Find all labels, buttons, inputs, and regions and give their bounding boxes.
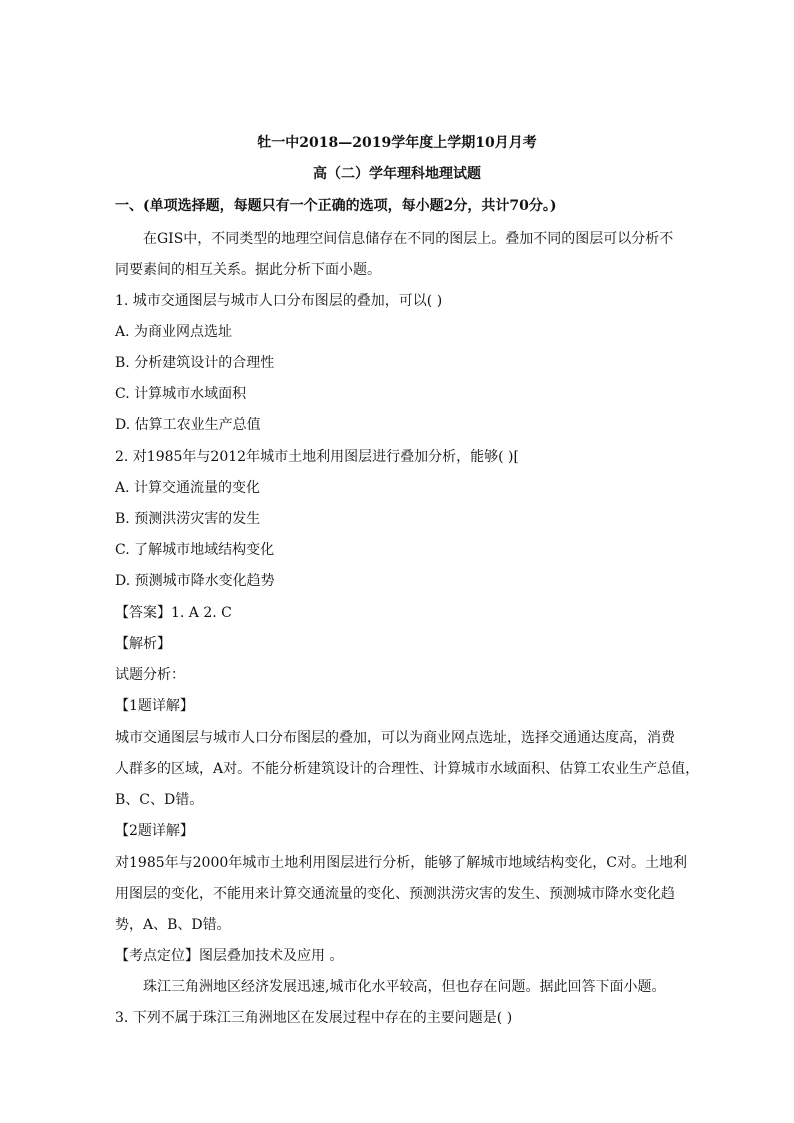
question-1-stem: 1. 城市交通图层与城市人口分布图层的叠加，可以( ) bbox=[115, 293, 443, 309]
detail-1-line-2: 人群多的区域，A对。不能分析建筑设计的合理性、计算城市水域面积、估算工农业生产总值， bbox=[115, 761, 700, 777]
answer-line: 【答案】1. A 2. C bbox=[115, 605, 232, 621]
detail-2-line-2: 用图层的变化，不能用来计算交通流量的变化、预测洪涝灾害的发生、预测城市降水变化趋 bbox=[115, 886, 675, 902]
analysis-intro: 试题分析： bbox=[115, 667, 185, 683]
intro-line-2: 同要素间的相互关系。据此分析下面小题。 bbox=[115, 262, 381, 278]
exam-title: 牡一中2018—2019学年度上学期10月月考 bbox=[257, 135, 537, 151]
question-2-option-c: C. 了解城市地域结构变化 bbox=[115, 542, 275, 558]
intro-2: 珠江三角洲地区经济发展迅速,城市化水平较高，但也存在问题。据此回答下面小题。 bbox=[143, 979, 666, 995]
question-1-option-b: B. 分析建筑设计的合理性 bbox=[115, 355, 275, 371]
question-2-option-d: D. 预测城市降水变化趋势 bbox=[115, 573, 275, 589]
question-3-stem: 3. 下列不属于珠江三角洲地区在发展过程中存在的主要问题是( ) bbox=[115, 1010, 513, 1026]
detail-2-line-3: 势，A、B、D错。 bbox=[115, 917, 231, 933]
exam-subtitle: 高（二）学年理科地理试题 bbox=[313, 166, 481, 182]
detail-1-label: 【1题详解】 bbox=[115, 698, 194, 714]
analysis-label: 【解析】 bbox=[115, 636, 171, 652]
intro-line-1: 在GIS中，不同类型的地理空间信息储存在不同的图层上。叠加不同的图层可以分析不 bbox=[143, 231, 674, 247]
question-1-option-d: D. 估算工农业生产总值 bbox=[115, 417, 261, 433]
detail-2-line-1: 对1985年与2000年城市土地利用图层进行分析，能够了解城市地域结构变化，C对。土地利 bbox=[115, 855, 687, 871]
question-1-option-a: A. 为商业网点选址 bbox=[115, 324, 233, 340]
detail-2-label: 【2题详解】 bbox=[115, 823, 194, 839]
question-2-option-b: B. 预测洪涝灾害的发生 bbox=[115, 511, 261, 527]
detail-1-line-3: B、C、D错。 bbox=[115, 792, 204, 808]
exam-point-line: 【考点定位】图层叠加技术及应用 。 bbox=[115, 948, 344, 964]
question-1-option-c: C. 计算城市水域面积 bbox=[115, 386, 247, 402]
question-2-stem: 2. 对1985年与2012年城市土地利用图层进行叠加分析，能够( )[ bbox=[115, 449, 519, 465]
detail-1-line-1: 城市交通图层与城市人口分布图层的叠加，可以为商业网点选址，选择交通通达度高，消费 bbox=[115, 730, 675, 746]
question-2-option-a: A. 计算交通流量的变化 bbox=[115, 480, 261, 496]
section-heading: 一、(单项选择题，每题只有一个正确的选项，每小题2分，共计70分。) bbox=[115, 198, 557, 214]
